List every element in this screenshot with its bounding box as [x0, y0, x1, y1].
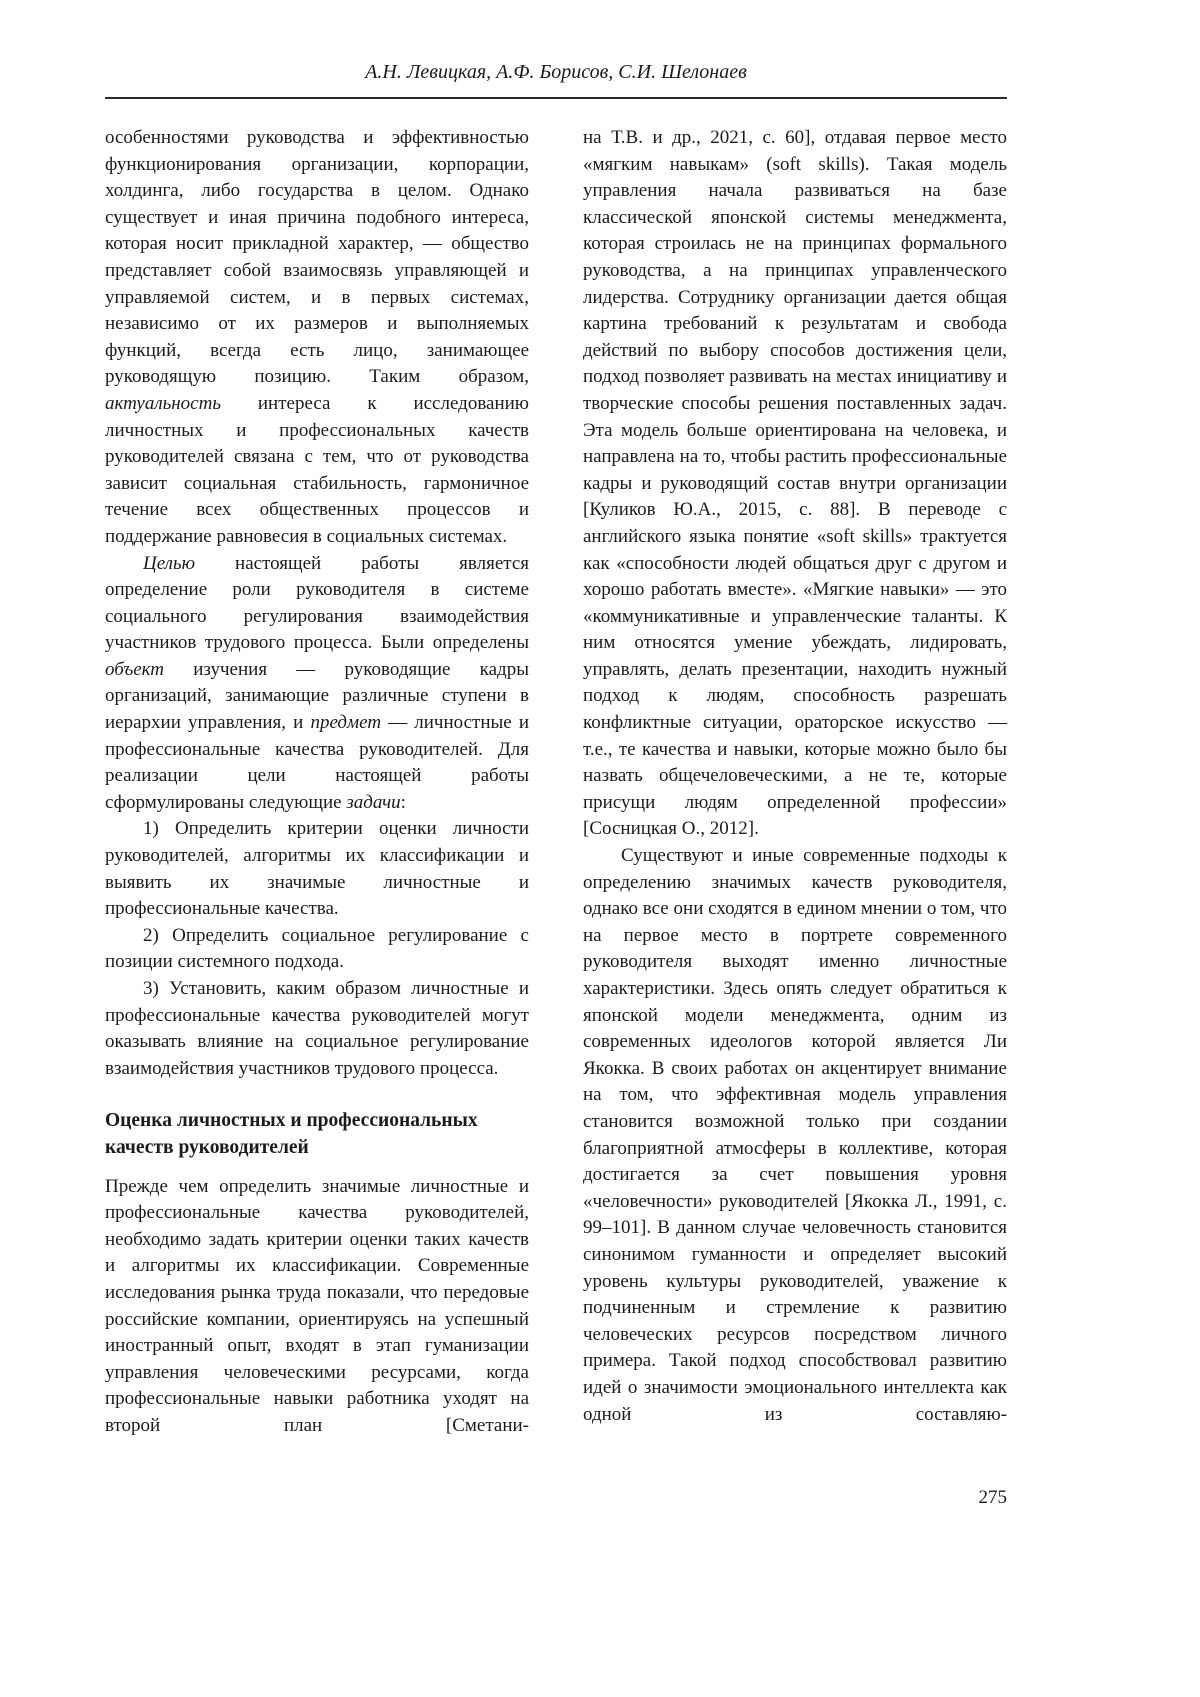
text-run: Существуют и иные современные подходы к определению значимых качеств руководителя, однако все они сходятся в едином мнении о том, что на первое место в портрете современного руководителя выходят именно личностные характеристики. Здесь опять следует обратиться к японской модели менеджмента, одним из современных идеологов которой является Ли Якокка. В своих работах он акцентирует внимание на том, что эффективная модель управления становится возможной только при создании благоприятной атмосферы в коллективе, которая достигается за счет повышения уровня «человечности» руководителей [Якокка Л., 1991, с. 99–101]. В данном случае человечность становится синонимом гуманности и определяет высокий уровень культуры руководителей, уважение к подчиненным и стремление к развитию человеческих ресурсов посредством личного примера. Такой подход способствовал развитию идей о значимости эмоционального интеллекта как одной из составляю- [583, 845, 1007, 1425]
page-header [105, 60, 1007, 99]
text-run: 1) Определить критерии оценки личности руководителей, алгоритмы их классификации и выявить их значимые личностные и профессиональные качества. [105, 818, 529, 920]
italic-text-run: задачи [346, 791, 401, 813]
paragraph [583, 843, 1007, 1428]
left-column [105, 125, 529, 1440]
right-column [583, 125, 1007, 1440]
text-run: интереса к исследованию личностных и профессиональных качеств руководителей связана с тем, что от руководства зависит социальная стабильность, гармоничное течение всех общественных процессов и поддержание равновесия в социальных системах. [105, 392, 529, 547]
italic-text-run: актуальность [105, 392, 221, 414]
text-run: 3) Установить, каким образом личностные и профессиональные качества руководителей могут оказывать влияние на социальное регулирование взаимодействия участников трудового процесса. [105, 978, 529, 1079]
page-number: 275 [978, 1487, 1007, 1508]
paragraph [105, 1174, 529, 1440]
italic-text-run: Целью [143, 552, 196, 574]
text-run: 2) Определить социальное регулирование с позиции системного подхода. [105, 924, 529, 973]
paragraph [105, 923, 529, 976]
text-run: Оценка личностных и профессиональных качеств руководителей [105, 1110, 478, 1158]
text-run: Прежде чем определить значимые личностные и профессиональные качества руководителей, необходимо задать критерии оценки таких качеств и алгоритмы их классификации. Современные исследования рынка труда показали, что передовые российские компании, ориентируясь на успешный иностранный опыт, входят в этап гуманизации управления человеческими ресурсами, когда профессиональные навыки работника уходят на второй план [Сметани- [105, 1175, 529, 1436]
paragraph [105, 816, 529, 922]
italic-text-run: предмет [310, 712, 382, 734]
text-run: настоящей работы является определение роли руководителя в системе социального регулирования взаимодействия участников трудового процесса. Были определены [105, 552, 529, 654]
paragraph [105, 125, 529, 551]
paragraph [105, 976, 529, 1082]
text-run: на Т.В. и др., 2021, с. 60], отдавая первое место «мягким навыкам» (soft skills). Такая модель управления начала развиваться на базе классической японской системы менеджмента, которая строилась не на принципах формального руководства, а на принципах управленческого лидерства. Сотруднику организации дается общая картина требований к результатам и свобода действий по выбору способов достижения цели, подход позволяет развивать на местах инициативу и творческие способы решения поставленных задач. Эта модель больше ориентирована на человека, и направлена на то, чтобы растить профессиональные кадры и руководящий состав внутри организации [Куликов Ю.А., 2015, с. 88]. В переводе с английского языка понятие «soft skills» трактуется как «способности людей общаться друг с другом и хорошо работать вместе». «Мягкие навыки» — это «коммуникативные и управленческие таланты. К ним относятся умение убеждать, лидировать, управлять, делать презентации, находить нужный подход к людям, способность разрешать конфликтные ситуации, ораторское искусство — т.е., те качества и навыки, которые можно было бы назвать общечеловеческими, а не те, которые присущи людям определенной профессии» [Сосницкая О., 2012]. [583, 127, 1007, 840]
text-run: — личностные и профессиональные качества руководителей. Для реализации цели настоящей работы сформулированы следующие [105, 712, 529, 813]
header-authors: А.Н. Левицкая, А.Ф. Борисов, С.И. Шелонаев [365, 61, 747, 83]
text-run: : [400, 791, 406, 813]
text-run: особенностями руководства и эффективностью функционирования организации, корпорации, холдинга, либо государства в целом. Однако существует и иная причина подобного интереса, которая носит прикладной характер, — общество представляет собой взаимосвязь управляющей и управляемой систем, и в первых системах, независимо от их размеров и выполняемых функций, всегда есть лицо, занимающее руководящую позицию. Таким образом, [105, 127, 529, 388]
paragraph [583, 125, 1007, 843]
italic-text-run: объект [105, 658, 164, 680]
content-columns [105, 125, 1007, 1440]
paragraph [105, 551, 529, 817]
text-run: изучения — руководящие кадры организаций, занимающие различные ступени в иерархии управления, и [105, 658, 529, 734]
section-heading [105, 1108, 529, 1161]
